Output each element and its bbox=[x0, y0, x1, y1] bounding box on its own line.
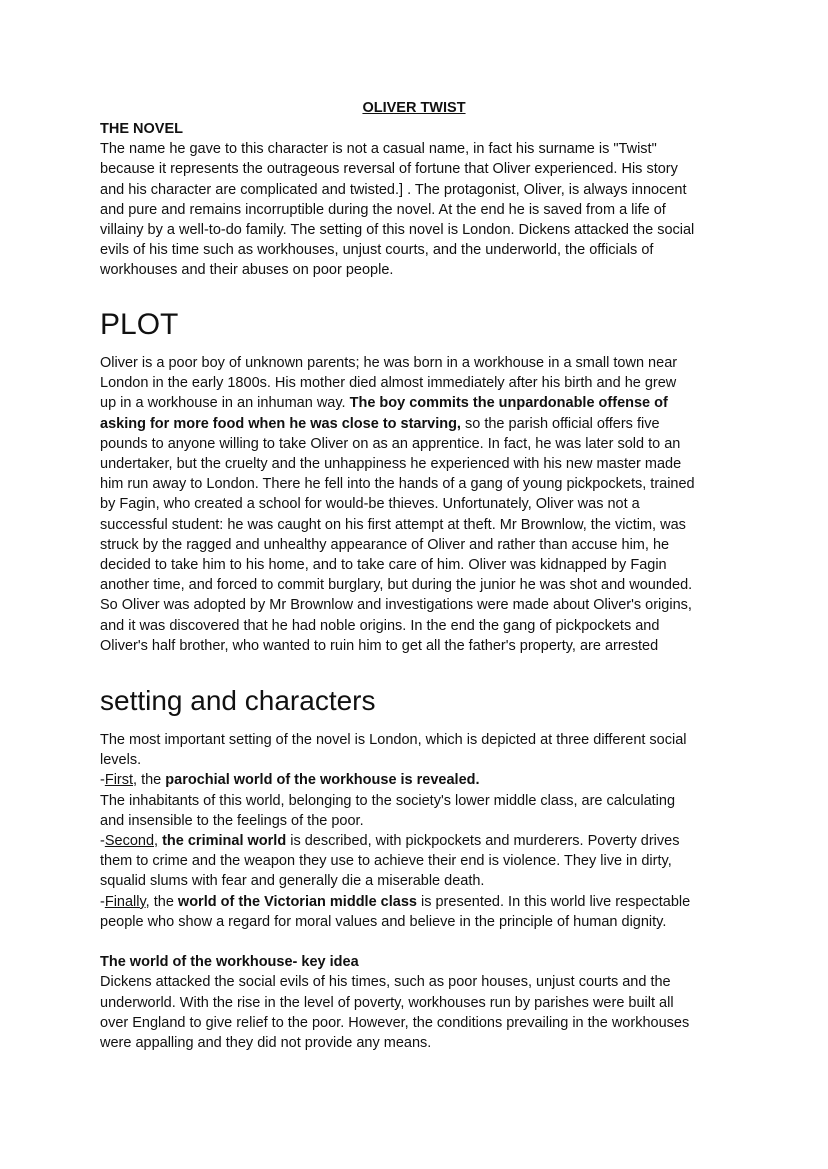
text-line bbox=[100, 200, 694, 220]
text-line bbox=[100, 952, 690, 972]
text-line bbox=[100, 791, 690, 811]
text: undertaker, but the cruelty and the unhappiness he experienced with his new master made bbox=[100, 456, 682, 473]
text-line bbox=[100, 993, 690, 1013]
bold-text: world of the Victorian middle class bbox=[177, 893, 417, 910]
text-line bbox=[100, 1013, 690, 1033]
underlined-text: Second, bbox=[104, 833, 159, 850]
text: so the parish official offers five bbox=[460, 415, 660, 432]
text-line bbox=[100, 892, 690, 912]
text: is described, with pickpockets and murderers. Poverty drives bbox=[286, 833, 680, 850]
text: underworld. With the rise in the level of poverty, workhouses run by parishes were built all bbox=[100, 994, 674, 1011]
text: is presented. In this world live respectable bbox=[416, 893, 691, 910]
text-line bbox=[100, 811, 690, 831]
text-line bbox=[100, 515, 695, 535]
text: London in the early 1800s. His mother died almost immediately after his birth and he grew bbox=[100, 375, 677, 392]
text-line bbox=[100, 575, 695, 595]
document-title: OLIVER TWIST bbox=[362, 100, 466, 116]
bold-text: The world of the workhouse- key idea bbox=[100, 954, 359, 971]
text-line bbox=[100, 414, 695, 434]
text: decided to take him to his home, and to take care of him. Oliver was kidnapped by Fagin bbox=[100, 557, 667, 574]
text: evils of his time such as workhouses, unjust courts, and the underworld, the officials of bbox=[100, 242, 654, 259]
text-line bbox=[100, 616, 695, 636]
text-line bbox=[100, 180, 694, 200]
text-line bbox=[100, 555, 695, 575]
text-line bbox=[100, 831, 690, 851]
text-line bbox=[100, 393, 695, 413]
text: - bbox=[100, 893, 105, 910]
text: were appalling and they did not provide any means. bbox=[100, 1035, 432, 1052]
text-line bbox=[100, 912, 690, 932]
bold-text: THE NOVEL bbox=[100, 121, 183, 137]
underlined-text: Finally bbox=[104, 893, 146, 910]
text-line bbox=[100, 260, 694, 280]
text-line bbox=[100, 871, 690, 891]
text: and his character are complicated and twisted.] . The protagonist, Oliver, is always innocent bbox=[100, 181, 687, 198]
text-line bbox=[100, 434, 695, 454]
text: The inhabitants of this world, belonging to the society's lower middle class, are calculating bbox=[100, 792, 676, 809]
text: and insensible to the feelings of the poor. bbox=[100, 812, 364, 829]
section-novel bbox=[100, 119, 694, 281]
text: villainy by a well-to-do family. The setting of this novel is London. Dickens attacked the social bbox=[100, 222, 695, 239]
text-line bbox=[100, 373, 695, 393]
text-line bbox=[100, 730, 690, 750]
text: successful student: he was caught on his first attempt at theft. Mr Brownlow, the victim, was bbox=[100, 516, 686, 533]
text: over England to give relief to the poor. However, the conditions prevailing in the workhouses bbox=[100, 1014, 690, 1031]
section-setting bbox=[100, 730, 690, 1053]
text-line bbox=[100, 353, 695, 373]
text: because it represents the outrageous reversal of fortune that Oliver experienced. His story bbox=[100, 161, 678, 178]
text: The name he gave to this character is not a casual name, in fact his surname is "Twist" bbox=[100, 141, 657, 158]
text: - bbox=[100, 772, 105, 789]
text bbox=[100, 934, 104, 950]
text-line bbox=[100, 932, 690, 952]
text: up in a workhouse in an inhuman way. bbox=[100, 395, 350, 412]
text-line bbox=[100, 972, 690, 992]
text: another time, and forced to commit burglary, but during the junior he was shot and wounded. bbox=[100, 577, 693, 594]
text: him run away to London. There he fell into the hands of a gang of young pickpockets, trained bbox=[100, 476, 695, 493]
text-line bbox=[100, 494, 695, 514]
text: Dickens attacked the social evils of his times, such as poor houses, unjust courts and the bbox=[100, 974, 671, 991]
bold-text: parochial world of the workhouse is revealed. bbox=[165, 772, 480, 789]
text: The most important setting of the novel is London, which is depicted at three different social bbox=[100, 732, 687, 748]
text: Oliver is a poor boy of unknown parents; he was born in a workhouse in a small town near bbox=[100, 355, 678, 371]
heading-plot: PLOT bbox=[100, 308, 179, 341]
text: So Oliver was adopted by Mr Brownlow and investigations were made about Oliver's origins, bbox=[100, 597, 692, 614]
text-line bbox=[100, 119, 694, 139]
text: pounds to anyone willing to take Oliver on as an apprentice. In fact, he was later sold to an bbox=[100, 435, 681, 452]
text: by Fagin, who created a school for would-be thieves. Unfortunately, Oliver was not a bbox=[100, 496, 640, 513]
text: squalid slums with fear and generally die a miserable death. bbox=[100, 873, 485, 890]
section-plot bbox=[100, 353, 695, 656]
text: and it was discovered that he had noble origins. In the end the gang of pickpockets and bbox=[100, 617, 660, 634]
bold-text: asking for more food when he was close to starving, bbox=[100, 415, 461, 432]
text: , the bbox=[145, 893, 178, 910]
text: levels. bbox=[100, 752, 142, 769]
text: struck by the ragged and unhealthy appearance of Oliver and rather than accuse him, he bbox=[100, 536, 670, 553]
text: people who show a regard for moral values and believe in the principle of human dignity. bbox=[100, 913, 667, 930]
text-line bbox=[100, 535, 695, 555]
text: workhouses and their abuses on poor people. bbox=[100, 262, 394, 279]
text: - bbox=[100, 833, 105, 850]
text-line bbox=[100, 139, 694, 159]
bold-text: the criminal world bbox=[162, 833, 287, 850]
underlined-text: First bbox=[104, 772, 134, 789]
text-line bbox=[100, 636, 695, 656]
text-line bbox=[100, 1033, 690, 1053]
text: Oliver's half brother, who wanted to ruin him to get all the father's property, are arrested bbox=[100, 637, 659, 654]
text-line bbox=[100, 770, 690, 790]
text-line bbox=[100, 474, 695, 494]
text: , the bbox=[133, 772, 166, 789]
bold-text: The boy commits the unpardonable offense of bbox=[349, 395, 668, 412]
text: and pure and remains incorruptible during the novel. At the end he is saved from a life of bbox=[100, 201, 666, 218]
text-line bbox=[100, 851, 690, 871]
text-line bbox=[100, 750, 690, 770]
text-line bbox=[100, 595, 695, 615]
text-line bbox=[100, 159, 694, 179]
text-line bbox=[100, 220, 694, 240]
heading-setting-characters: setting and characters bbox=[100, 685, 376, 716]
text-line bbox=[100, 454, 695, 474]
text-line bbox=[100, 240, 694, 260]
text: them to crime and the weapon they use to achieve their end is violence. They live in dirty, bbox=[100, 853, 672, 870]
